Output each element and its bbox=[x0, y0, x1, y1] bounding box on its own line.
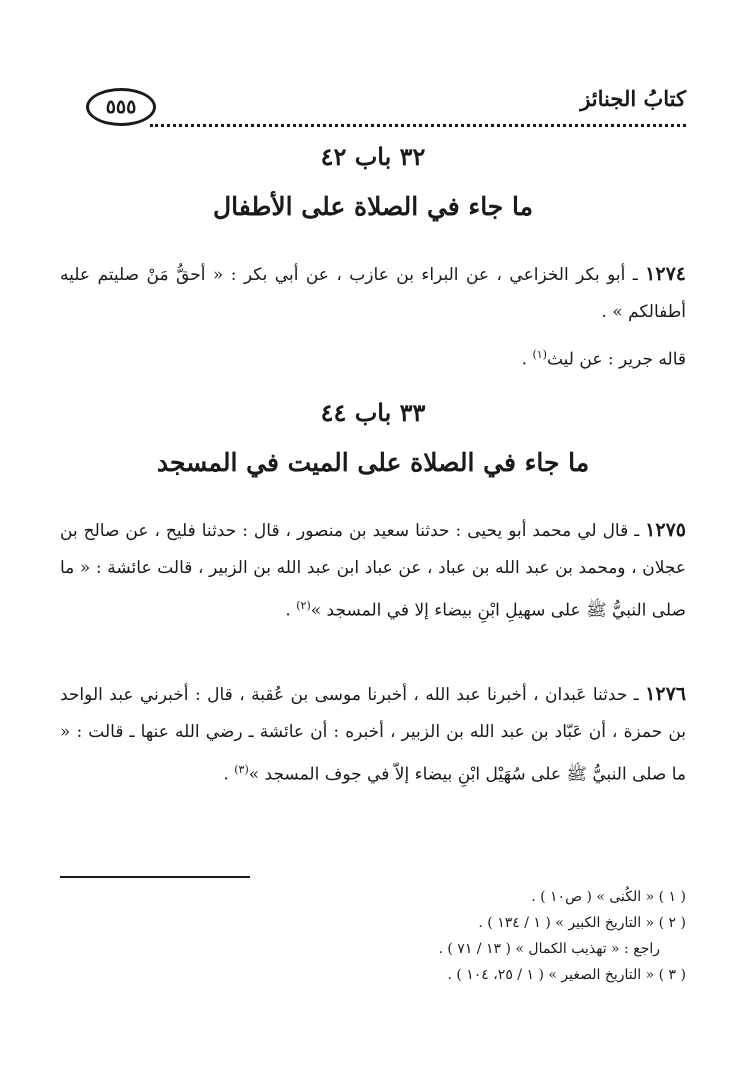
hadith-1274 bbox=[60, 256, 686, 331]
footnote: ( ١ ) « الكُنى » ( ص١٠ ) . bbox=[531, 889, 686, 905]
page-number: ٥٥٥ bbox=[86, 88, 156, 126]
hadith-1276 bbox=[60, 676, 686, 794]
hadith-1274-note bbox=[60, 336, 686, 379]
chapter-number: ٣٣ باب ٤٤ bbox=[320, 398, 426, 427]
page-header bbox=[86, 86, 686, 126]
header-dotted-rule bbox=[150, 124, 686, 127]
footnote: ( ٣ ) « التاريخ الصغير » ( ١ / ٢٥، ١٠٤ ) . bbox=[447, 967, 686, 983]
hadith-end: . bbox=[223, 764, 235, 785]
footnote-ref: (١) bbox=[532, 348, 547, 361]
footnote-separator bbox=[60, 876, 250, 878]
hadith-1275 bbox=[60, 512, 686, 630]
hadith-number: ١٢٧٥ bbox=[645, 519, 686, 541]
hadith-end: . bbox=[285, 600, 297, 621]
chapter-number: ٣٢ باب ٤٢ bbox=[320, 142, 426, 171]
hadith-number: ١٢٧٦ bbox=[645, 683, 686, 705]
running-title: كتابُ الجنائز bbox=[580, 86, 686, 111]
note-end: . bbox=[521, 349, 533, 370]
hadith-number: ١٢٧٤ bbox=[645, 263, 686, 285]
footnotes bbox=[60, 884, 686, 988]
hadith-text: ـ أبو بكر الخزاعي ، عن البراء بن عازب ، عن أبي بكر : « أحقُّ مَنْ صليتم عليه أطفالكم » . bbox=[60, 265, 686, 322]
footnote-ref: (٣) bbox=[234, 763, 249, 776]
hadith-text: ـ حدثنا عَبدان ، أخبرنا عبد الله ، أخبرنا موسى بن عُقبة ، قال : أخبرني عبد الواحد بن حمزة ، أن عَبّاد بن عبد الله بن الزبير ، أخبره : أن عائشة ـ رضي الله عنها ـ قالت : « ما صلى النبيُّ ﷺ على سُهَيْل ابْنِ بيضاء إلاّ في جوف المسجد » bbox=[60, 685, 686, 785]
hadith-text: ـ قال لي محمد أبو يحيى : حدثنا سعيد بن منصور ، قال : حدثنا فليح ، عن صالح بن عجلان ، ومحمد بن عبد الله بن عباد ، عن عباد ابن عبد الله بن الزبير ، قالت عائشة : « ما صلى النبيُّ ﷺ على سهيلِ ابْنِ بيضاء إلا في المسجد » bbox=[60, 521, 686, 621]
chapter-title: ما جاء في الصلاة على الأطفال bbox=[213, 192, 533, 221]
footnote-ref: (٢) bbox=[296, 599, 311, 612]
hadith-note: قاله جرير : عن ليث bbox=[546, 349, 686, 370]
chapter-title: ما جاء في الصلاة على الميت في المسجد bbox=[156, 448, 590, 477]
footnote: ( ٢ ) « التاريخ الكبير » ( ١ / ١٣٤ ) . bbox=[478, 915, 686, 931]
footnote: راجع : « تهذيب الكمال » ( ١٣ / ٧١ ) . bbox=[438, 941, 660, 957]
